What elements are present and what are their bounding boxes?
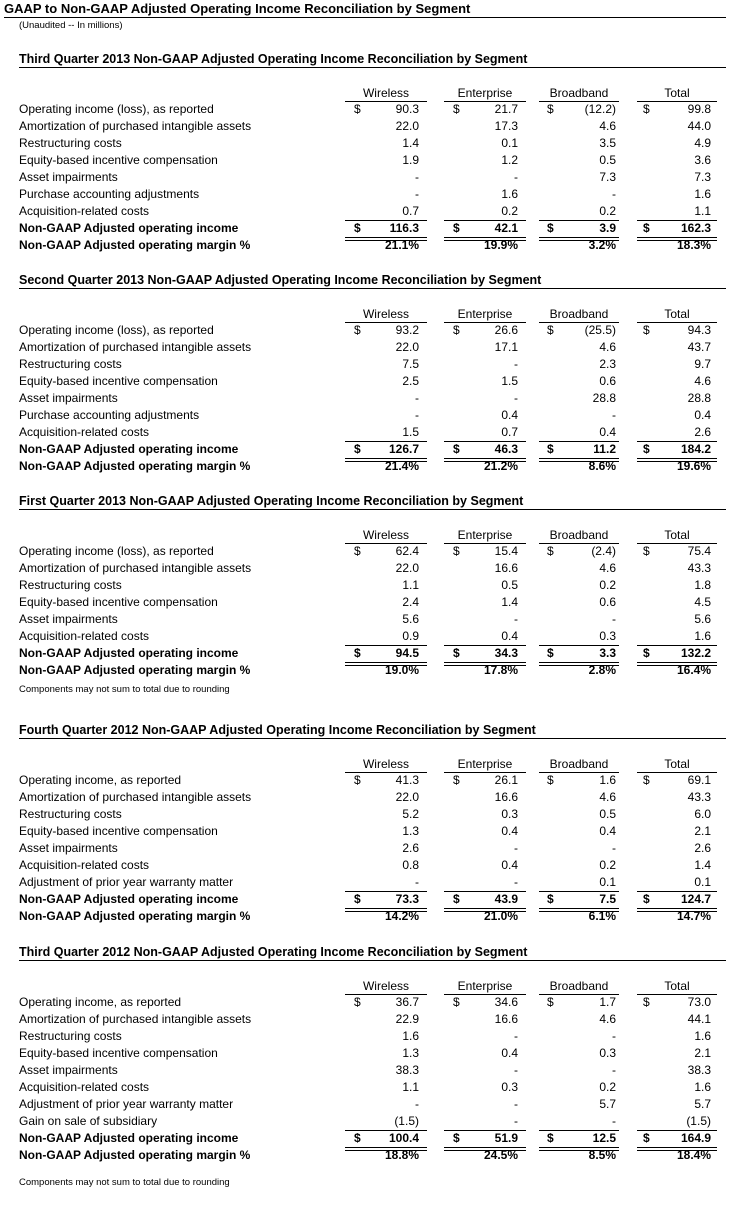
cell-wireless: 1.1 (402, 578, 419, 592)
cell-enterprise: 43.9 (494, 892, 518, 906)
row-label: Operating income (loss), as reported (19, 102, 214, 116)
cell-total: 184.2 (680, 442, 711, 456)
cell-enterprise: 21.2% (483, 459, 518, 473)
currency-symbol: $ (354, 442, 361, 456)
cell-wireless: 1.5 (402, 425, 419, 439)
currency-symbol: $ (453, 544, 460, 558)
section-title: Third Quarter 2013 Non-GAAP Adjusted Operating Income Reconciliation by Segment (19, 52, 726, 68)
cell-enterprise: 24.5% (483, 1148, 518, 1162)
row-label: Gain on sale of subsidiary (19, 1114, 158, 1128)
row-label: Operating income (loss), as reported (19, 323, 214, 337)
currency-symbol: $ (547, 646, 554, 660)
column-header-enterprise: Enterprise (444, 757, 526, 773)
row-label: Operating income (loss), as reported (19, 544, 214, 558)
cell-enterprise: 0.3 (501, 1080, 518, 1094)
currency-symbol: $ (643, 221, 650, 235)
row-label: Acquisition-related costs (19, 204, 150, 218)
cell-enterprise: 46.3 (494, 442, 518, 456)
cell-wireless: 1.3 (402, 1046, 419, 1060)
cell-total: (1.5) (686, 1114, 711, 1128)
section-3 (0, 494, 735, 714)
cell-enterprise: 0.4 (501, 629, 518, 643)
cell-total: 94.3 (687, 323, 711, 337)
cell-broadband: 3.3 (599, 646, 616, 660)
cell-broadband: 0.3 (599, 629, 616, 643)
cell-broadband: 0.2 (599, 1080, 616, 1094)
currency-symbol: $ (547, 442, 554, 456)
cell-wireless: 126.7 (388, 442, 419, 456)
cell-enterprise: - (514, 391, 518, 405)
cell-broadband: 4.6 (599, 1012, 616, 1026)
currency-symbol: $ (643, 1131, 650, 1145)
cell-broadband: 1.6 (599, 773, 616, 787)
row-label: Equity-based incentive compensation (19, 153, 218, 167)
row-label: Adjustment of prior year warranty matter (19, 1097, 234, 1111)
cell-wireless: 22.9 (395, 1012, 419, 1026)
row-label: Non-GAAP Adjusted operating margin % (19, 663, 251, 677)
cell-broadband: 12.5 (592, 1131, 616, 1145)
cell-total: 14.7% (676, 909, 711, 923)
cell-enterprise: 17.8% (483, 663, 518, 677)
cell-enterprise: 34.6 (494, 995, 518, 1009)
column-header-broadband: Broadband (539, 307, 619, 323)
cell-total: 162.3 (680, 221, 711, 235)
cell-enterprise: 16.6 (494, 790, 518, 804)
cell-broadband: 8.6% (588, 459, 616, 473)
row-label: Restructuring costs (19, 357, 122, 371)
column-header-total: Total (637, 979, 717, 995)
cell-total: 18.3% (676, 238, 711, 252)
section-title: First Quarter 2013 Non-GAAP Adjusted Operating Income Reconciliation by Segment (19, 494, 726, 510)
cell-enterprise: - (514, 612, 518, 626)
cell-wireless: 22.0 (395, 119, 419, 133)
cell-enterprise: 21.0% (483, 909, 518, 923)
cell-wireless: 21.4% (384, 459, 419, 473)
cell-enterprise: 42.1 (494, 221, 518, 235)
currency-symbol: $ (547, 221, 554, 235)
cell-wireless: 0.9 (402, 629, 419, 643)
cell-wireless: 14.2% (384, 909, 419, 923)
cell-total: 1.8 (694, 578, 711, 592)
cell-broadband: 7.5 (599, 892, 616, 906)
currency-symbol: $ (453, 646, 460, 660)
cell-total: 1.6 (694, 1080, 711, 1094)
cell-enterprise: 1.4 (501, 595, 518, 609)
row-label: Amortization of purchased intangible assets (19, 561, 252, 575)
cell-wireless: 1.6 (402, 1029, 419, 1043)
cell-enterprise: - (514, 1029, 518, 1043)
rounding-note: Components may not sum to total due to rounding (19, 684, 230, 695)
row-label: Amortization of purchased intangible assets (19, 119, 252, 133)
cell-broadband: 0.2 (599, 858, 616, 872)
currency-symbol: $ (453, 773, 460, 787)
cell-enterprise: 21.7 (494, 102, 518, 116)
cell-wireless: - (415, 391, 419, 405)
cell-enterprise: 1.5 (501, 374, 518, 388)
row-label: Acquisition-related costs (19, 1080, 150, 1094)
cell-enterprise: 15.4 (494, 544, 518, 558)
currency-symbol: $ (547, 102, 554, 116)
cell-enterprise: 0.1 (501, 136, 518, 150)
cell-enterprise: 0.5 (501, 578, 518, 592)
currency-symbol: $ (453, 102, 460, 116)
column-header-total: Total (637, 307, 717, 323)
currency-symbol: $ (547, 995, 554, 1009)
cell-enterprise: 26.1 (494, 773, 518, 787)
row-label: Equity-based incentive compensation (19, 374, 218, 388)
cell-total: 9.7 (694, 357, 711, 371)
column-header-total: Total (637, 86, 717, 102)
cell-enterprise: 26.6 (494, 323, 518, 337)
cell-wireless: 90.3 (395, 102, 419, 116)
row-label: Non-GAAP Adjusted operating margin % (19, 1148, 251, 1162)
cell-enterprise: 16.6 (494, 561, 518, 575)
cell-enterprise: - (514, 875, 518, 889)
cell-broadband: 11.2 (593, 442, 616, 456)
currency-symbol: $ (643, 773, 650, 787)
column-header-wireless: Wireless (345, 757, 427, 773)
cell-broadband: 0.6 (599, 374, 616, 388)
cell-enterprise: - (514, 841, 518, 855)
row-label: Operating income, as reported (19, 995, 182, 1009)
cell-total: 164.9 (680, 1131, 711, 1145)
row-label: Non-GAAP Adjusted operating income (19, 892, 239, 906)
cell-wireless: 5.6 (402, 612, 419, 626)
cell-broadband: 8.5% (588, 1148, 616, 1162)
cell-total: 38.3 (687, 1063, 711, 1077)
cell-wireless: 1.9 (402, 153, 419, 167)
cell-enterprise: 0.3 (501, 807, 518, 821)
report-title: GAAP to Non-GAAP Adjusted Operating Income Reconciliation by Segment (4, 1, 726, 18)
cell-enterprise: 0.7 (501, 425, 518, 439)
row-label: Non-GAAP Adjusted operating income (19, 221, 239, 235)
cell-total: 19.6% (676, 459, 711, 473)
section-title: Third Quarter 2012 Non-GAAP Adjusted Operating Income Reconciliation by Segment (19, 945, 726, 961)
currency-symbol: $ (547, 544, 554, 558)
column-header-broadband: Broadband (539, 86, 619, 102)
cell-broadband: 28.8 (592, 391, 616, 405)
column-header-wireless: Wireless (345, 307, 427, 323)
column-header-broadband: Broadband (539, 528, 619, 544)
cell-total: 1.1 (694, 204, 711, 218)
currency-symbol: $ (453, 323, 460, 337)
row-label: Amortization of purchased intangible assets (19, 790, 252, 804)
cell-broadband: 0.3 (599, 1046, 616, 1060)
section-2 (0, 273, 735, 493)
row-label: Acquisition-related costs (19, 858, 150, 872)
currency-symbol: $ (453, 442, 460, 456)
cell-enterprise: - (514, 1063, 518, 1077)
cell-broadband: - (612, 1029, 616, 1043)
currency-symbol: $ (643, 892, 650, 906)
cell-broadband: (2.4) (591, 544, 616, 558)
row-label: Non-GAAP Adjusted operating margin % (19, 459, 251, 473)
cell-wireless: 94.5 (395, 646, 419, 660)
cell-broadband: 4.6 (599, 340, 616, 354)
currency-symbol: $ (354, 892, 361, 906)
row-label: Non-GAAP Adjusted operating income (19, 646, 239, 660)
cell-enterprise: 51.9 (494, 1131, 518, 1145)
column-header-broadband: Broadband (539, 979, 619, 995)
cell-enterprise: 17.1 (494, 340, 518, 354)
row-label: Acquisition-related costs (19, 629, 150, 643)
cell-total: 3.6 (694, 153, 711, 167)
cell-wireless: (1.5) (394, 1114, 419, 1128)
cell-enterprise: - (514, 1114, 518, 1128)
cell-wireless: - (415, 170, 419, 184)
currency-symbol: $ (453, 1131, 460, 1145)
cell-total: 28.8 (687, 391, 711, 405)
currency-symbol: $ (354, 646, 361, 660)
cell-wireless: 100.4 (388, 1131, 419, 1145)
cell-total: 2.1 (694, 1046, 711, 1060)
cell-total: 1.6 (694, 1029, 711, 1043)
cell-wireless: - (415, 408, 419, 422)
report-subtitle: (Unaudited -- In millions) (19, 20, 123, 31)
cell-wireless: 0.8 (402, 858, 419, 872)
cell-broadband: 4.6 (599, 790, 616, 804)
cell-wireless: 22.0 (395, 561, 419, 575)
cell-total: 1.6 (694, 629, 711, 643)
cell-enterprise: 16.6 (494, 1012, 518, 1026)
currency-symbol: $ (547, 892, 554, 906)
cell-total: 6.0 (694, 807, 711, 821)
currency-symbol: $ (354, 102, 361, 116)
cell-total: 2.6 (694, 841, 711, 855)
cell-wireless: 22.0 (395, 340, 419, 354)
cell-broadband: - (612, 1114, 616, 1128)
cell-broadband: - (612, 187, 616, 201)
cell-enterprise: 0.4 (501, 824, 518, 838)
currency-symbol: $ (453, 892, 460, 906)
section-1 (0, 52, 735, 272)
cell-total: 0.1 (694, 875, 711, 889)
row-label: Restructuring costs (19, 1029, 122, 1043)
cell-wireless: - (415, 875, 419, 889)
row-label: Asset impairments (19, 841, 118, 855)
cell-wireless: 7.5 (402, 357, 419, 371)
cell-broadband: 4.6 (599, 119, 616, 133)
currency-symbol: $ (354, 323, 361, 337)
section-title: Fourth Quarter 2012 Non-GAAP Adjusted Operating Income Reconciliation by Segment (19, 723, 726, 739)
cell-enterprise: - (514, 170, 518, 184)
column-header-total: Total (637, 528, 717, 544)
cell-wireless: 38.3 (395, 1063, 419, 1077)
row-label: Non-GAAP Adjusted operating margin % (19, 909, 251, 923)
rounding-note: Components may not sum to total due to rounding (19, 1177, 230, 1188)
cell-wireless: 116.3 (389, 221, 419, 235)
currency-symbol: $ (643, 995, 650, 1009)
currency-symbol: $ (354, 221, 361, 235)
row-label: Purchase accounting adjustments (19, 187, 200, 201)
currency-symbol: $ (354, 995, 361, 1009)
cell-enterprise: 19.9% (483, 238, 518, 252)
cell-total: 99.8 (687, 102, 711, 116)
cell-wireless: 73.3 (395, 892, 419, 906)
currency-symbol: $ (547, 773, 554, 787)
cell-wireless: 1.1 (402, 1080, 419, 1094)
cell-total: 2.6 (694, 425, 711, 439)
row-label: Restructuring costs (19, 807, 122, 821)
cell-total: 7.3 (694, 170, 711, 184)
cell-total: 43.3 (687, 561, 711, 575)
cell-total: 124.7 (680, 892, 711, 906)
row-label: Restructuring costs (19, 578, 122, 592)
cell-broadband: 3.5 (599, 136, 616, 150)
row-label: Non-GAAP Adjusted operating margin % (19, 238, 251, 252)
cell-wireless: 19.0% (384, 663, 419, 677)
cell-broadband: 0.6 (599, 595, 616, 609)
cell-wireless: - (415, 187, 419, 201)
row-label: Asset impairments (19, 170, 118, 184)
cell-total: 43.7 (687, 340, 711, 354)
cell-enterprise: 34.3 (494, 646, 518, 660)
cell-broadband: - (612, 612, 616, 626)
cell-total: 5.6 (694, 612, 711, 626)
cell-wireless: 1.3 (402, 824, 419, 838)
row-label: Purchase accounting adjustments (19, 408, 200, 422)
cell-wireless: 36.7 (395, 995, 419, 1009)
row-label: Adjustment of prior year warranty matter (19, 875, 234, 889)
column-header-wireless: Wireless (345, 86, 427, 102)
row-label: Amortization of purchased intangible assets (19, 340, 252, 354)
currency-symbol: $ (547, 1131, 554, 1145)
column-header-wireless: Wireless (345, 528, 427, 544)
currency-symbol: $ (643, 646, 650, 660)
cell-total: 0.4 (694, 408, 711, 422)
cell-total: 1.6 (694, 187, 711, 201)
cell-enterprise: 1.6 (501, 187, 518, 201)
cell-broadband: (25.5) (584, 323, 616, 337)
cell-enterprise: 0.4 (501, 408, 518, 422)
cell-broadband: 7.3 (599, 170, 616, 184)
cell-wireless: 0.7 (402, 204, 419, 218)
cell-wireless: 2.5 (402, 374, 419, 388)
cell-total: 43.3 (687, 790, 711, 804)
cell-broadband: 0.2 (599, 204, 616, 218)
currency-symbol: $ (643, 102, 650, 116)
currency-symbol: $ (453, 221, 460, 235)
row-label: Asset impairments (19, 612, 118, 626)
cell-enterprise: 0.2 (501, 204, 518, 218)
row-label: Asset impairments (19, 391, 118, 405)
cell-enterprise: 0.4 (501, 1046, 518, 1060)
cell-wireless: 18.8% (384, 1148, 419, 1162)
currency-symbol: $ (643, 323, 650, 337)
cell-total: 44.0 (687, 119, 711, 133)
row-label: Restructuring costs (19, 136, 122, 150)
cell-total: 18.4% (676, 1148, 711, 1162)
column-header-enterprise: Enterprise (444, 528, 526, 544)
cell-total: 132.2 (680, 646, 711, 660)
cell-total: 2.1 (694, 824, 711, 838)
cell-total: 5.7 (694, 1097, 711, 1111)
cell-wireless: - (415, 1097, 419, 1111)
cell-broadband: 0.5 (599, 153, 616, 167)
cell-enterprise: 1.2 (501, 153, 518, 167)
currency-symbol: $ (547, 323, 554, 337)
cell-broadband: 1.7 (599, 995, 616, 1009)
row-label: Non-GAAP Adjusted operating income (19, 1131, 239, 1145)
column-header-enterprise: Enterprise (444, 86, 526, 102)
cell-wireless: 62.4 (395, 544, 419, 558)
cell-broadband: 0.5 (599, 807, 616, 821)
column-header-enterprise: Enterprise (444, 979, 526, 995)
cell-total: 73.0 (687, 995, 711, 1009)
cell-broadband: - (612, 1063, 616, 1077)
cell-total: 4.9 (694, 136, 711, 150)
cell-wireless: 22.0 (395, 790, 419, 804)
cell-broadband: 0.1 (599, 875, 616, 889)
cell-broadband: 2.3 (599, 357, 616, 371)
cell-wireless: 93.2 (395, 323, 419, 337)
column-header-total: Total (637, 757, 717, 773)
cell-total: 1.4 (694, 858, 711, 872)
currency-symbol: $ (643, 442, 650, 456)
cell-wireless: 2.4 (402, 595, 419, 609)
cell-total: 75.4 (687, 544, 711, 558)
cell-enterprise: - (514, 357, 518, 371)
cell-enterprise: 17.3 (494, 119, 518, 133)
column-header-enterprise: Enterprise (444, 307, 526, 323)
cell-broadband: (12.2) (584, 102, 616, 116)
cell-broadband: 3.2% (588, 238, 616, 252)
cell-broadband: 0.4 (599, 824, 616, 838)
cell-enterprise: - (514, 1097, 518, 1111)
cell-broadband: 5.7 (599, 1097, 616, 1111)
column-header-wireless: Wireless (345, 979, 427, 995)
section-4 (0, 723, 735, 943)
cell-total: 4.5 (694, 595, 711, 609)
cell-wireless: 5.2 (402, 807, 419, 821)
currency-symbol: $ (354, 1131, 361, 1145)
currency-symbol: $ (453, 995, 460, 1009)
cell-wireless: 1.4 (402, 136, 419, 150)
row-label: Equity-based incentive compensation (19, 824, 218, 838)
row-label: Non-GAAP Adjusted operating income (19, 442, 239, 456)
currency-symbol: $ (354, 773, 361, 787)
currency-symbol: $ (354, 544, 361, 558)
cell-broadband: - (612, 841, 616, 855)
row-label: Amortization of purchased intangible assets (19, 1012, 252, 1026)
row-label: Acquisition-related costs (19, 425, 150, 439)
row-label: Asset impairments (19, 1063, 118, 1077)
cell-wireless: 21.1% (384, 238, 419, 252)
cell-broadband: 6.1% (588, 909, 616, 923)
cell-enterprise: 0.4 (501, 858, 518, 872)
section-title: Second Quarter 2013 Non-GAAP Adjusted Operating Income Reconciliation by Segment (19, 273, 726, 289)
cell-wireless: 41.3 (395, 773, 419, 787)
row-label: Equity-based incentive compensation (19, 595, 218, 609)
cell-broadband: - (612, 408, 616, 422)
cell-broadband: 0.4 (599, 425, 616, 439)
cell-total: 69.1 (687, 773, 711, 787)
cell-total: 16.4% (676, 663, 711, 677)
cell-total: 44.1 (687, 1012, 711, 1026)
currency-symbol: $ (643, 544, 650, 558)
column-header-broadband: Broadband (539, 757, 619, 773)
row-label: Equity-based incentive compensation (19, 1046, 218, 1060)
cell-broadband: 2.8% (588, 663, 616, 677)
cell-wireless: 2.6 (402, 841, 419, 855)
section-5 (0, 945, 735, 1188)
row-label: Operating income, as reported (19, 773, 182, 787)
cell-broadband: 0.2 (599, 578, 616, 592)
cell-broadband: 3.9 (599, 221, 616, 235)
cell-total: 4.6 (694, 374, 711, 388)
cell-broadband: 4.6 (599, 561, 616, 575)
